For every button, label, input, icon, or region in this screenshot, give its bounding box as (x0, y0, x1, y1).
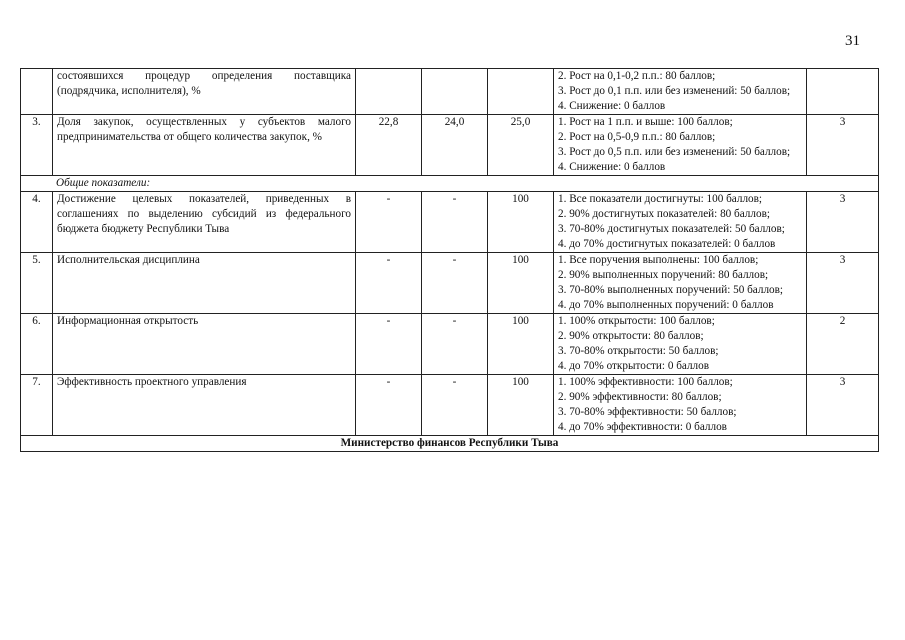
value-1 (356, 69, 422, 115)
criteria-line: 4. до 70% эффективности: 0 баллов (558, 421, 727, 433)
criteria-line: 1. 100% открытости: 100 баллов; (558, 315, 715, 327)
row-number: 5. (21, 253, 53, 314)
value-2: - (422, 192, 488, 253)
value-target: 100 (488, 314, 554, 375)
weight-score (807, 69, 879, 115)
criteria-cell (554, 375, 807, 436)
value-1: - (356, 253, 422, 314)
value-target (488, 69, 554, 115)
criteria-line: 3. 70-80% открытости: 50 баллов; (558, 345, 719, 357)
criteria-line: 1. Рост на 1 п.п. и выше: 100 баллов; (558, 116, 733, 128)
criteria-line: 3. Рост до 0,5 п.п. или без изменений: 50 баллов; (558, 146, 791, 158)
row-number: 3. (21, 115, 53, 176)
row-number: 4. (21, 192, 53, 253)
table-row (21, 69, 879, 115)
value-2: - (422, 375, 488, 436)
section-title: Общие показатели: (21, 176, 879, 192)
section-row (21, 176, 879, 192)
weight-score: 3 (807, 253, 879, 314)
criteria-line: 4. до 70% открытости: 0 баллов (558, 360, 710, 372)
criteria-cell (554, 253, 807, 314)
row-number: 6. (21, 314, 53, 375)
row-number: 7. (21, 375, 53, 436)
criteria-line: 2. Рост на 0,1-0,2 п.п.: 80 баллов; (558, 70, 716, 82)
indicator-name: Исполнительская дисциплина (53, 253, 356, 314)
weight-score: 3 (807, 115, 879, 176)
indicator-name: Достижение целевых показателей, приведенных в соглашениях по выделению субсидий из федерального бюджета бюджету Республики Тыва (53, 192, 356, 253)
value-2: - (422, 314, 488, 375)
criteria-cell (554, 192, 807, 253)
value-2: - (422, 253, 488, 314)
value-1: - (356, 314, 422, 375)
value-2 (422, 69, 488, 115)
indicator-name: Доля закупок, осуществленных у субъектов малого предпринимательства от общего количества закупок, % (53, 115, 356, 176)
table-row (21, 375, 879, 436)
value-target: 100 (488, 375, 554, 436)
weight-score: 3 (807, 192, 879, 253)
criteria-line: 2. Рост на 0,5-0,9 п.п.: 80 баллов; (558, 131, 716, 143)
table-row (21, 115, 879, 176)
value-2: 24,0 (422, 115, 488, 176)
criteria-cell (554, 314, 807, 375)
criteria-line: 1. Все поручения выполнены: 100 баллов; (558, 254, 759, 266)
table-row (21, 192, 879, 253)
indicator-name: состоявшихся процедур определения поставщика (подрядчика, исполнителя), % (53, 69, 356, 115)
criteria-line: 2. 90% эффективности: 80 баллов; (558, 391, 722, 403)
table-row (21, 253, 879, 314)
criteria-line: 2. 90% достигнутых показателей: 80 баллов; (558, 208, 770, 220)
value-1: - (356, 375, 422, 436)
criteria-line: 4. Снижение: 0 баллов (558, 161, 666, 173)
criteria-line: 4. до 70% достигнутых показателей: 0 баллов (558, 238, 776, 250)
criteria-cell (554, 115, 807, 176)
table-body (21, 69, 879, 452)
criteria-line: 3. Рост до 0,1 п.п. или без изменений: 50 баллов; (558, 85, 791, 97)
criteria-line: 4. Снижение: 0 баллов (558, 100, 666, 112)
criteria-cell (554, 69, 807, 115)
table-row (21, 314, 879, 375)
page-number: 31 (845, 33, 860, 49)
criteria-line: 2. 90% открытости: 80 баллов; (558, 330, 704, 342)
indicator-name: Эффективность проектного управления (53, 375, 356, 436)
criteria-line: 3. 70-80% достигнутых показателей: 50 баллов; (558, 223, 785, 235)
criteria-line: 2. 90% выполненных поручений: 80 баллов; (558, 269, 769, 281)
ministry-row (21, 436, 879, 452)
weight-score: 2 (807, 314, 879, 375)
criteria-line: 1. Все показатели достигнуты: 100 баллов; (558, 193, 763, 205)
weight-score: 3 (807, 375, 879, 436)
criteria-line: 1. 100% эффективности: 100 баллов; (558, 376, 733, 388)
value-1: - (356, 192, 422, 253)
value-target: 25,0 (488, 115, 554, 176)
ministry-title: Министерство финансов Республики Тыва (21, 436, 879, 452)
criteria-line: 4. до 70% выполненных поручений: 0 баллов (558, 299, 774, 311)
criteria-line: 3. 70-80% эффективности: 50 баллов; (558, 406, 737, 418)
value-target: 100 (488, 192, 554, 253)
indicator-name: Информационная открытость (53, 314, 356, 375)
value-target: 100 (488, 253, 554, 314)
criteria-line: 3. 70-80% выполненных поручений: 50 баллов; (558, 284, 784, 296)
value-1: 22,8 (356, 115, 422, 176)
row-number (21, 69, 53, 115)
indicators-table (20, 68, 879, 452)
